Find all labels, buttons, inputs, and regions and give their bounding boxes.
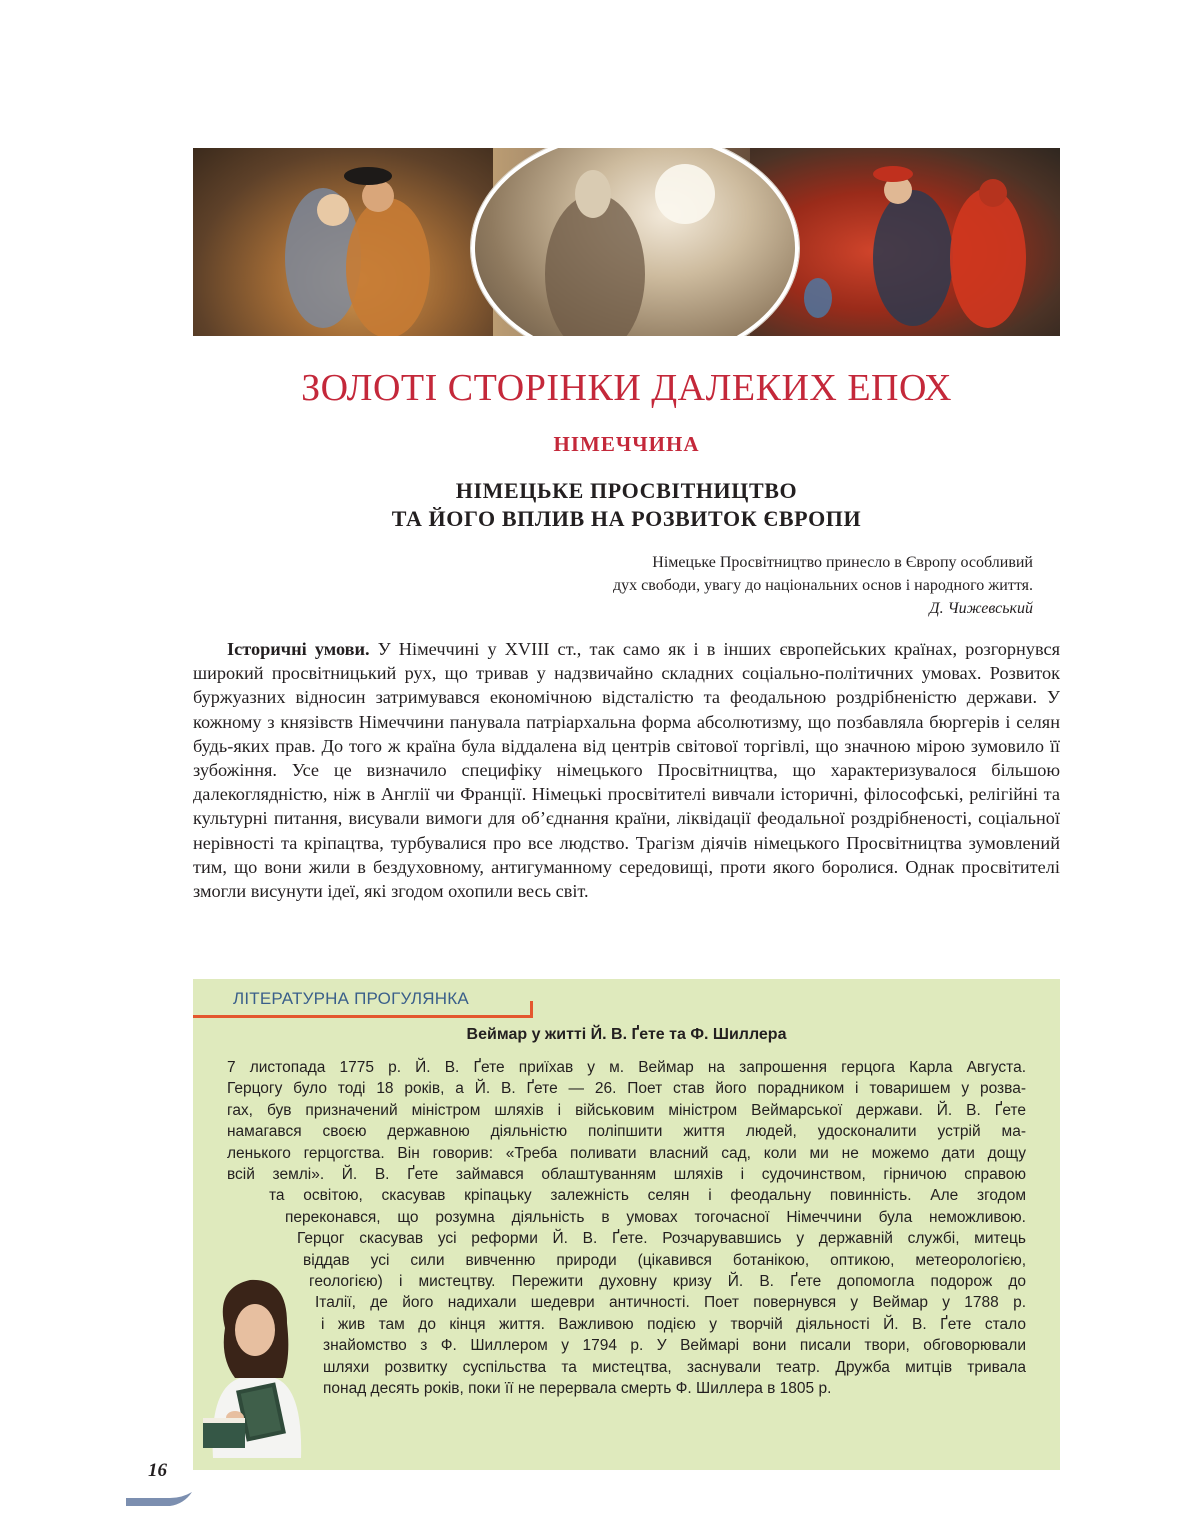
page-swoosh-decoration [126, 1492, 196, 1512]
epigraph-line-1: Німецьке Просвітництво принесло в Європу особливий [652, 554, 1033, 571]
box-line: Герцогу було тоді 18 років, а Й. В. Ґете — 26. Поет став його порадником і товаришем у розва- [227, 1080, 1026, 1098]
literary-walk-box [193, 979, 1060, 1470]
subtitle-line-1: НІМЕЦЬКЕ ПРОСВІТНИЦТВО [455, 478, 798, 503]
page-number: 16 [148, 1460, 167, 1481]
box-line: Італії, де його надихали шедеври античності. Поет повернувся у Веймар у 1788 р. [315, 1294, 1026, 1312]
box-line: знайомство з Ф. Шиллером у 1794 р. У Веймарі вони писали твори, обговорювали [323, 1337, 1026, 1355]
box-line: і жив там до кінця життя. Важливою подією у творчій діяльності Й. В. Ґете стало [321, 1315, 1026, 1333]
literary-walk-label: ЛІТЕРАТУРНА ПРОГУЛЯНКА [233, 989, 469, 1008]
box-line: та освітою, скасував кріпацьку залежність селян і феодальну повинність. Але згодом [269, 1187, 1026, 1205]
box-line: Герцог скасував усі реформи Й. В. Ґете. Розчарувавшись у державній службі, митець [297, 1230, 1026, 1248]
reading-girl-illustration [195, 1268, 313, 1458]
paragraph-text: У Німеччині у XVIII ст., так само як і в інших європейських країнах, розгорнувся широкий просвітницький рух, що тривав у надзвичайно складних соціально-політичних умовах. Розвиток буржуазних відносин затримувався економічною відсталістю та феодальною роздрібненістю держави. У кожному з князівств Німеччини панувала патріархальна форма абсолютизму, що позбавляла бюргерів і селян будь-яких прав. До того ж країна була віддалена від центрів світової торгівлі, що значною мірою зумовило її зубожіння. Усе це визначило специфіку німецького Просвітництва, що характеризувалося більшою далекоглядністю, ніж в Англії чи Франції. Німецькі просвітителі вивчали історичні, філософські, релігійні та культурні питання, висували вимоги для об’єднання країни, ліквідації феодальної роздрібненості, соціальної нерівності та кріпацтва, турбувалися про все людство. Трагізм діячів німецького Просвітництва зумовлений тим, що вони жили в бездуховному, антигуманному середовищі, проти якого боролися. Однак просвітителі змогли висунути ідеї, які згодом охопили весь світ. [193, 639, 1060, 902]
literary-walk-header [193, 989, 538, 1015]
paragraph-lead: Історичні умови. [227, 639, 370, 659]
box-line: геологією) і мистецтву. Пережити духовну кризу Й. В. Ґете допомогла подорож до [309, 1273, 1026, 1291]
country-heading: НІМЕЧЧИНА [553, 432, 700, 456]
subtitle-line-2: ТА ЙОГО ВПЛИВ НА РОЗВИТОК ЄВРОПИ [391, 506, 862, 531]
box-line: ленького герцогства. Він говорив: «Треба поливати власний сад, коли ми не можемо дати дощу [227, 1144, 1026, 1162]
page-title: ЗОЛОТІ СТОРІНКИ ДАЛЕКИХ ЕПОХ [301, 367, 952, 409]
box-line: гах, був призначений міністром шляхів і військовим міністром Веймарської держави. Й. В. Ґете [227, 1101, 1026, 1119]
literary-walk-text [227, 1057, 1026, 1400]
box-line: понад десять років, поки її не перервала смерть Ф. Шиллера в 1805 р. [323, 1380, 832, 1398]
section-subtitle [193, 477, 1060, 533]
epigraph-line-2: дух свободи, увагу до національних основ і народного життя. [613, 577, 1033, 594]
epigraph-author: Д. Чижевський [929, 600, 1033, 617]
literary-walk-title: Веймар у житті Й. В. Ґете та Ф. Шиллера [466, 1026, 787, 1043]
box-line: віддав усі сили вивченню природи (цікавився ботанікою, оптикою, метеорологією, [303, 1251, 1026, 1269]
box-line: 7 листопада 1775 р. Й. В. Ґете приїхав у м. Веймар на запрошення герцога Карла Августа. [227, 1059, 1026, 1076]
historical-conditions-paragraph [193, 637, 1060, 903]
box-line: намагався своєю державною діяльністю поліпшити життя людей, удосконалити устрій ма- [227, 1123, 1026, 1141]
epigraph [513, 551, 1033, 620]
header-tick [530, 1001, 533, 1018]
box-line: шляхи розвитку суспільства та мистецтва, заснували театр. Дружба митців тривала [323, 1358, 1026, 1376]
header-underline [193, 1015, 533, 1018]
box-line: переконався, що розумна діяльність в умовах тогочасної Німеччини була неможливою. [285, 1208, 1026, 1226]
faust-etching [471, 148, 799, 336]
header-banner-illustration [193, 148, 1060, 336]
box-line: всій землі». Й. В. Ґете займався облаштуванням шляхів і судочинством, гірничою справою [227, 1166, 1026, 1184]
